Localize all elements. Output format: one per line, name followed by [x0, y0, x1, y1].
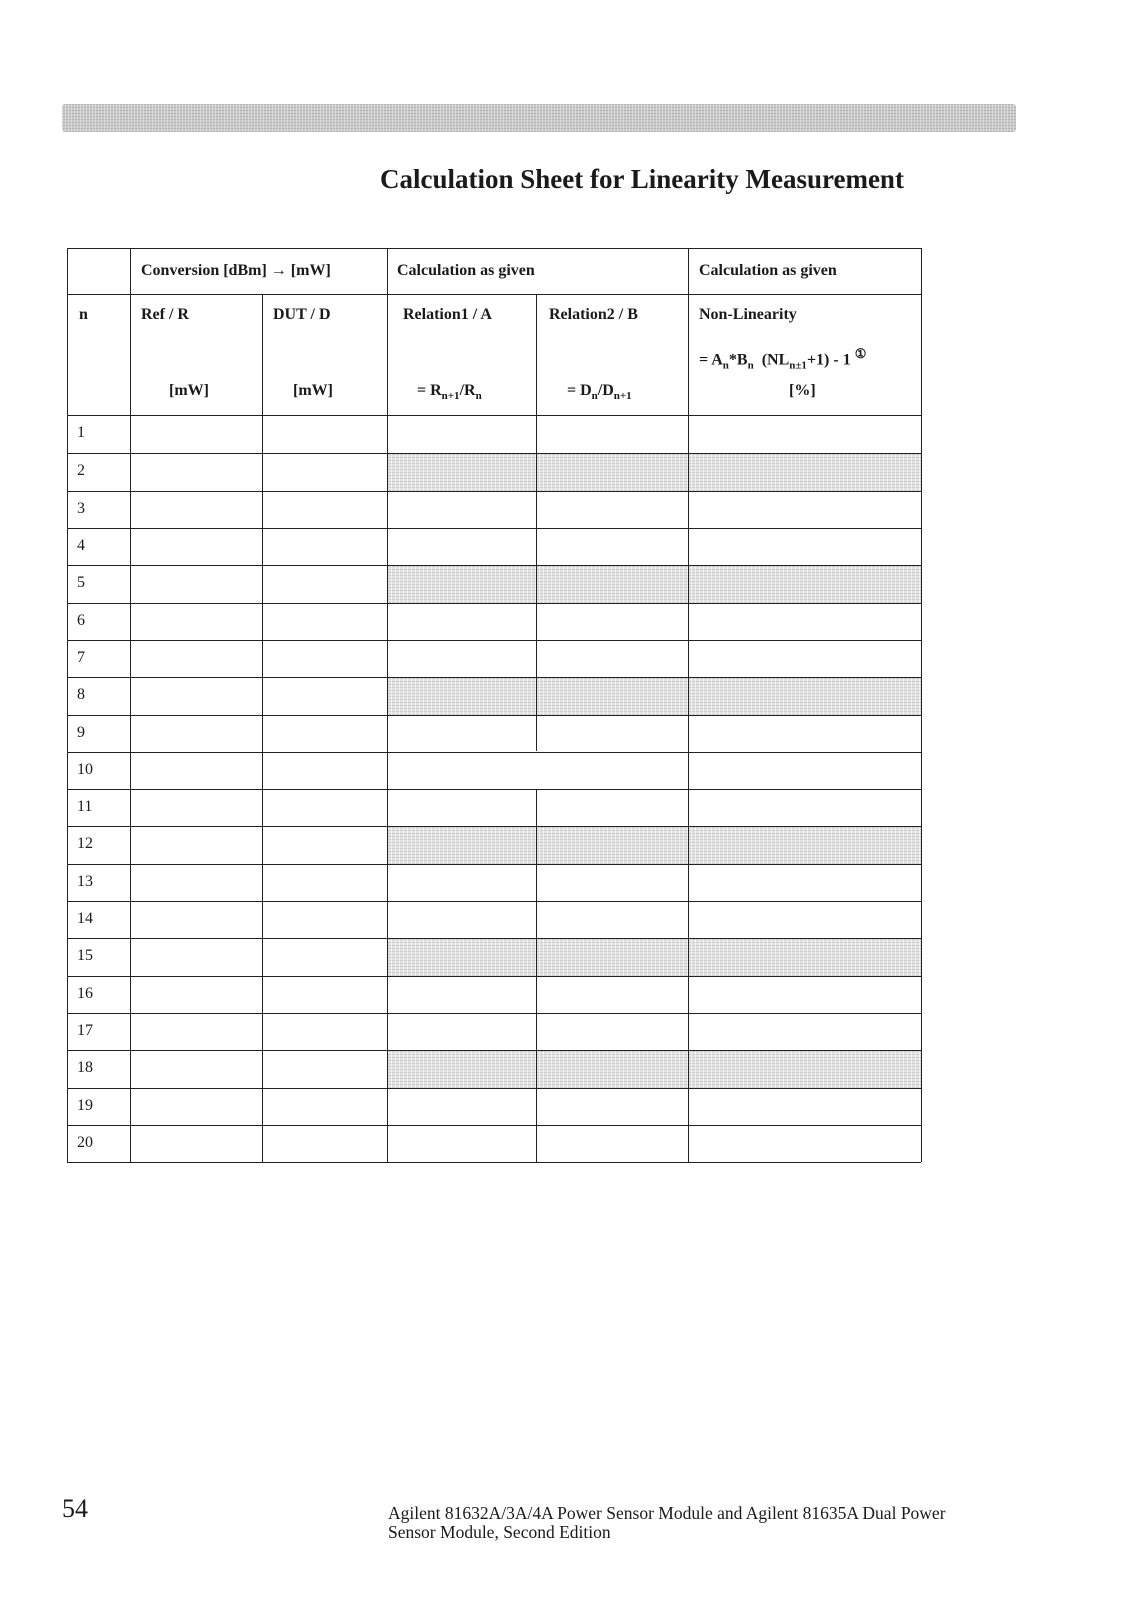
page-number: 54 [62, 1494, 88, 1523]
row-number: 19 [77, 1097, 93, 1114]
unit-non-linearity: [%] [789, 382, 816, 399]
shaded-band [387, 453, 921, 491]
footer-line-1: Agilent 81632A/3A/4A Power Sensor Module and Agilent 81635A Dual Power [388, 1503, 946, 1523]
row-number: 2 [77, 462, 85, 479]
non-linearity-formula: = $A_n*B_n$ $(NL_{n\pm 1}+1) - 1$ ① [699, 346, 867, 372]
row-number: 3 [77, 500, 85, 517]
column-ref: Ref / R [141, 306, 189, 323]
column-non-linearity: Non-Linearity [699, 306, 797, 323]
conversion-header: Conversion [dBm] → [mW] [141, 262, 331, 279]
footer-text [388, 1504, 1028, 1542]
row-number: 8 [77, 686, 85, 703]
footer-line-2: Sensor Module, Second Edition [388, 1522, 611, 1542]
shaded-band [387, 677, 921, 715]
row-number: 18 [77, 1059, 93, 1076]
calculation-header-1: Calculation as given [397, 262, 535, 279]
shaded-band [387, 1050, 921, 1088]
row-number: 11 [77, 798, 93, 815]
column-n: n [79, 306, 88, 323]
shaded-band [387, 565, 921, 603]
calculation-header-2: Calculation as given [699, 262, 837, 279]
row-number: 10 [77, 761, 93, 778]
column-dut: DUT / D [273, 306, 331, 323]
shaded-band [387, 938, 921, 976]
unit-dut: [mW] [293, 382, 333, 399]
calculation-table [67, 248, 921, 1188]
column-relation1: Relation1 / A [403, 306, 492, 323]
row-number: 13 [77, 873, 93, 890]
unit-ref: [mW] [169, 382, 209, 399]
row-number: 14 [77, 910, 93, 927]
page-title: Calculation Sheet for Linearity Measurement [380, 164, 904, 194]
shaded-band [387, 826, 921, 864]
relation1-formula: = $R_{n+1}/R_n$ [417, 382, 482, 403]
row-number: 16 [77, 985, 93, 1002]
row-number: 17 [77, 1022, 93, 1039]
row-number: 6 [77, 612, 85, 629]
row-number: 1 [77, 424, 85, 441]
row-number: 20 [77, 1134, 93, 1151]
relation2-formula: = $D_n/D_{n+1}$ [567, 382, 632, 403]
row-number: 5 [77, 574, 85, 591]
row-number: 9 [77, 724, 85, 741]
column-relation2: Relation2 / B [549, 306, 638, 323]
header-bar [62, 104, 1016, 132]
row-number: 15 [77, 947, 93, 964]
row-number: 12 [77, 835, 93, 852]
row-number: 7 [77, 649, 85, 666]
row-number: 4 [77, 537, 85, 554]
